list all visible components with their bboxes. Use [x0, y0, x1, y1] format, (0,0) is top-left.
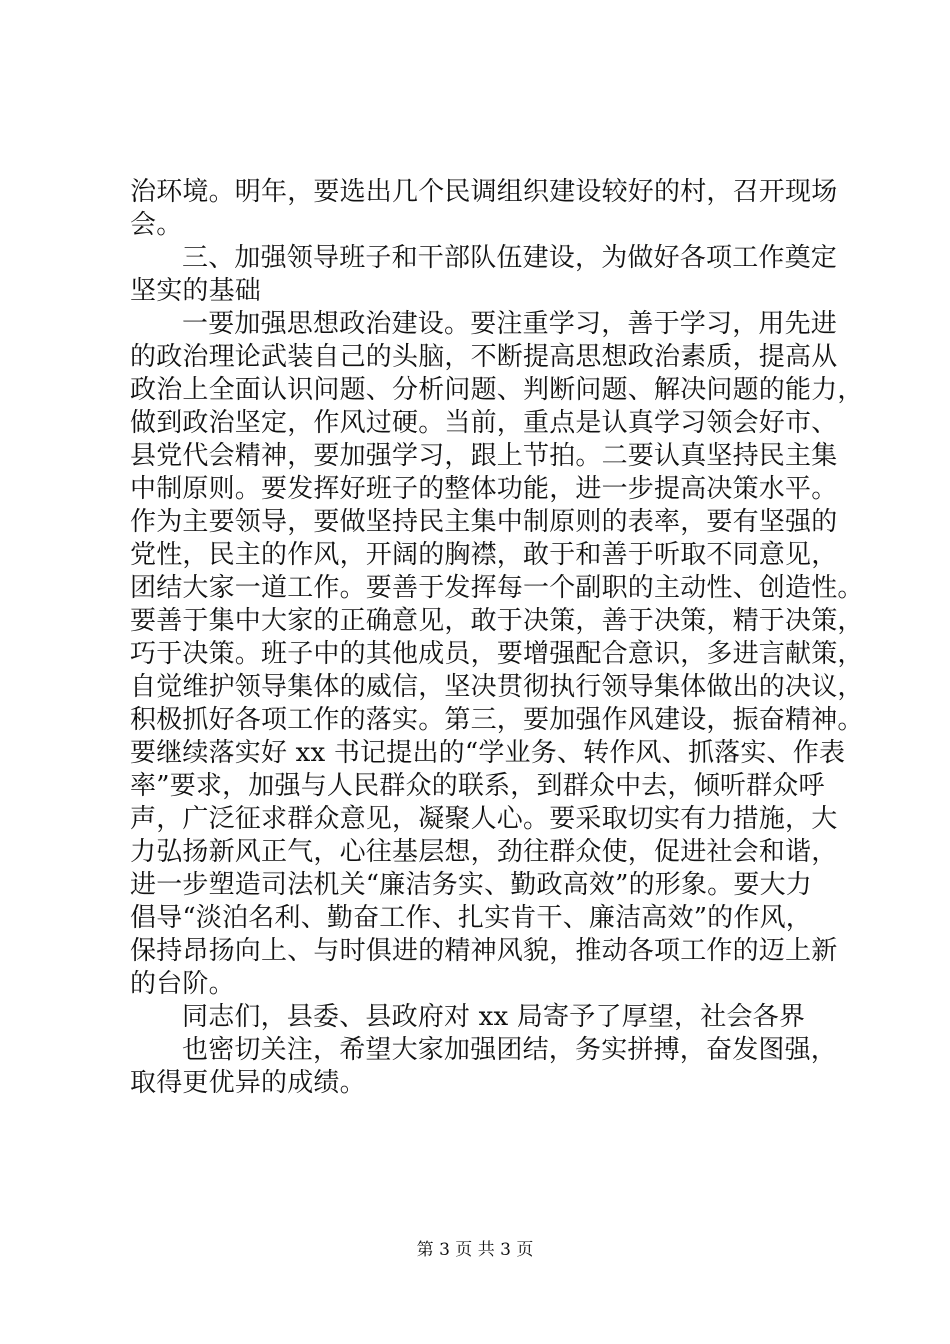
- body-line: 政治上全面认识问题、分析问题、判断问题、解决问题的能力，: [130, 375, 864, 405]
- closing-line: 取得更优异的成绩。: [130, 1068, 366, 1098]
- body-line: 党性，民主的作风，开阔的胸襟，敢于和善于听取不同意见，: [130, 540, 838, 570]
- document-body: [130, 176, 864, 1100]
- body-line: 会。: [130, 210, 183, 240]
- body-line: 积极抓好各项工作的落实。第三，要加强作风建设，振奋精神。: [130, 705, 864, 735]
- body-line: 率”要求，加强与人民群众的联系，到群众中去，倾听群众呼: [130, 771, 825, 801]
- body-line: 倡导“淡泊名利、勤奋工作、扎实肯干、廉洁高效”的作风，: [130, 903, 812, 933]
- body-line: 的台阶。: [130, 969, 235, 999]
- body-line: 声，广泛征求群众意见，凝聚人心。要采取切实有力措施，大: [130, 804, 838, 834]
- section-heading-line: 坚实的基础: [130, 276, 262, 306]
- body-line: 要继续落实好 xx 书记提出的“学业务、转作风、抓落实、作表: [130, 738, 846, 768]
- body-line: 团结大家一道工作。要善于发挥每一个副职的主动性、创造性。: [130, 573, 864, 603]
- closing-line: 同志们，县委、县政府对 xx 局寄予了厚望，社会各界: [182, 1002, 806, 1032]
- body-line: 巧于决策。班子中的其他成员，要增强配合意识，多进言献策，: [130, 639, 864, 669]
- body-line: 治环境。明年，要选出几个民调组织建设较好的村，召开现场: [130, 177, 838, 207]
- body-line: 一要加强思想政治建设。要注重学习，善于学习，用先进: [182, 309, 838, 339]
- body-line: 要善于集中大家的正确意见，敢于决策，善于决策，精于决策，: [130, 606, 864, 636]
- body-line: 进一步塑造司法机关“廉洁务实、勤政高效”的形象。要大力: [130, 870, 812, 900]
- body-line: 的政治理论武装自己的头脑，不断提高思想政治素质，提高从: [130, 342, 838, 372]
- page-number-footer: 第 3 页 共 3 页: [416, 1240, 534, 1260]
- closing-line: 也密切关注，希望大家加强团结，务实拼搏，奋发图强，: [182, 1035, 838, 1065]
- body-line: 保持昂扬向上、与时俱进的精神风貌，推动各项工作的迈上新: [130, 936, 838, 966]
- body-line: 力弘扬新风正气，心往基层想，劲往群众使，促进社会和谐，: [130, 837, 838, 867]
- body-line: 县党代会精神，要加强学习，跟上节拍。二要认真坚持民主集: [130, 441, 838, 471]
- body-line: 自觉维护领导集体的威信，坚决贯彻执行领导集体做出的决议，: [130, 672, 864, 702]
- body-line: 中制原则。要发挥好班子的整体功能，进一步提高决策水平。: [130, 474, 838, 504]
- section-heading-line: 三、加强领导班子和干部队伍建设，为做好各项工作奠定: [182, 243, 838, 273]
- body-line: 作为主要领导，要做坚持民主集中制原则的表率，要有坚强的: [130, 507, 838, 537]
- body-line: 做到政治坚定，作风过硬。当前，重点是认真学习领会好市、: [130, 408, 838, 438]
